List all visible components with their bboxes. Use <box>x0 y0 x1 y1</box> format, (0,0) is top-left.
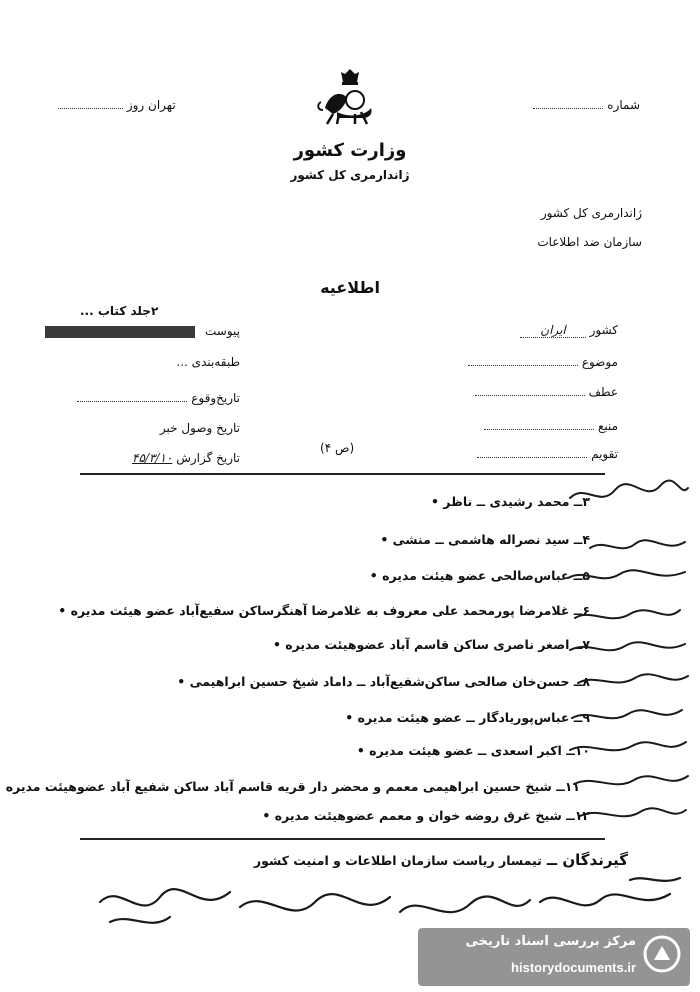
city-date-label: تهران روز <box>126 98 176 112</box>
city-date-field <box>58 98 176 112</box>
subject-field <box>468 355 618 369</box>
document-number-field <box>533 98 640 112</box>
number-blank <box>533 108 603 109</box>
header-divider <box>80 473 605 475</box>
recipients-value: تیمسار ریاست سازمان اطلاعات و امنیت کشور <box>253 853 542 868</box>
notice-title: اطلاعیه <box>320 278 380 297</box>
list-item: ۶ــ غلامرضا پورمحمد علی معروف به غلامرضا آهنگرساکن سفیع‌آباد عضو هیئت مدیره • <box>58 603 590 618</box>
list-item: ۱۰ــ اکبر اسعدی ــ عضو هیئت مدیره • <box>356 743 590 758</box>
classification-value: ... <box>176 355 188 369</box>
country-value: ایران <box>520 323 585 338</box>
addressee-line-2: سازمان ضد اطلاعات <box>537 235 642 249</box>
source-blank <box>484 429 594 430</box>
recipients-label: گیرندگان ــ <box>546 851 628 869</box>
subject-label: موضوع <box>581 355 618 369</box>
number-label: شماره <box>607 98 640 112</box>
country-label: کشور <box>589 323 618 337</box>
list-item: ۱۲ــ شیخ غرق روضه خوان و معمم عضوهیئت مدیره • <box>262 808 590 823</box>
country-field <box>520 323 618 337</box>
received-date-label: تاریخ وصول خبر <box>159 421 240 435</box>
list-item: ۴ــ سید نصراله هاشمی ــ منشی • <box>380 532 590 547</box>
reference-field <box>475 385 618 399</box>
classification-field <box>60 355 240 369</box>
handwritten-margin-notes <box>560 478 695 838</box>
watermark-site: historydocuments.ir <box>511 960 636 975</box>
reference-blank <box>475 395 585 396</box>
page-marker: (ص ۴) <box>320 441 355 455</box>
report-date-value: ۴۵/۳/۱۰ <box>132 451 173 465</box>
list-item: ۵ــ عباس‌صالحی عضو هیئت مدیره • <box>369 568 590 583</box>
list-divider <box>80 838 605 840</box>
event-date-blank <box>77 401 187 402</box>
list-item: ۳ــ محمد رشیدی ــ ناظر • <box>430 494 590 509</box>
report-date-label: تاریخ گزارش <box>176 451 240 465</box>
assessment-label: تقویم <box>591 447 618 461</box>
attachment-label: پیوست <box>205 324 240 338</box>
ministry-title: وزارت کشور <box>293 140 407 161</box>
list-item: ۷ــ اصغر ناصری ساکن قاسم آباد عضوهیئت مدیره • <box>272 637 590 652</box>
classification-label: طبقه‌بندی <box>191 355 240 369</box>
redaction-bar <box>45 326 195 338</box>
addressee-line-1: ژاندارمری کل کشور <box>540 206 642 220</box>
date-blank <box>58 108 123 109</box>
watermark-org: مرکز بررسی اسناد تاریخی <box>465 934 636 949</box>
reference-label: عطف <box>588 385 618 399</box>
report-date-field <box>50 451 240 465</box>
event-date-field <box>60 391 240 405</box>
assessment-field <box>477 447 618 461</box>
department-title: ژاندارمری کل کشور <box>290 168 410 182</box>
received-date-field <box>60 421 240 435</box>
watermark-box <box>418 928 690 986</box>
recipients-line <box>254 850 628 869</box>
list-item: ۹ــ عباس‌پوریادگار ــ عضو هیئت مدیره • <box>345 710 590 725</box>
archive-logo-icon <box>642 934 682 974</box>
attachment-note: ۲جلد کتاب ... <box>80 304 159 318</box>
subject-blank <box>468 365 578 366</box>
list-item: ۸ــ حسن‌خان صالحی ساکن‌شفیع‌آباد ــ داماد شیخ حسین ابراهیمی • <box>177 674 590 689</box>
event-date-label: تاریخ‌وقوع <box>191 391 240 405</box>
assessment-blank <box>477 457 587 458</box>
lion-sun-emblem-icon <box>315 68 385 130</box>
source-label: منبع <box>597 419 618 433</box>
source-field <box>484 419 618 433</box>
list-item: ۱۱ــ شیخ حسین ابراهیمی معمم و محضر دار قریه قاسم آباد ساکن شفیع آباد عضوهیئت مدیره <box>5 779 580 794</box>
